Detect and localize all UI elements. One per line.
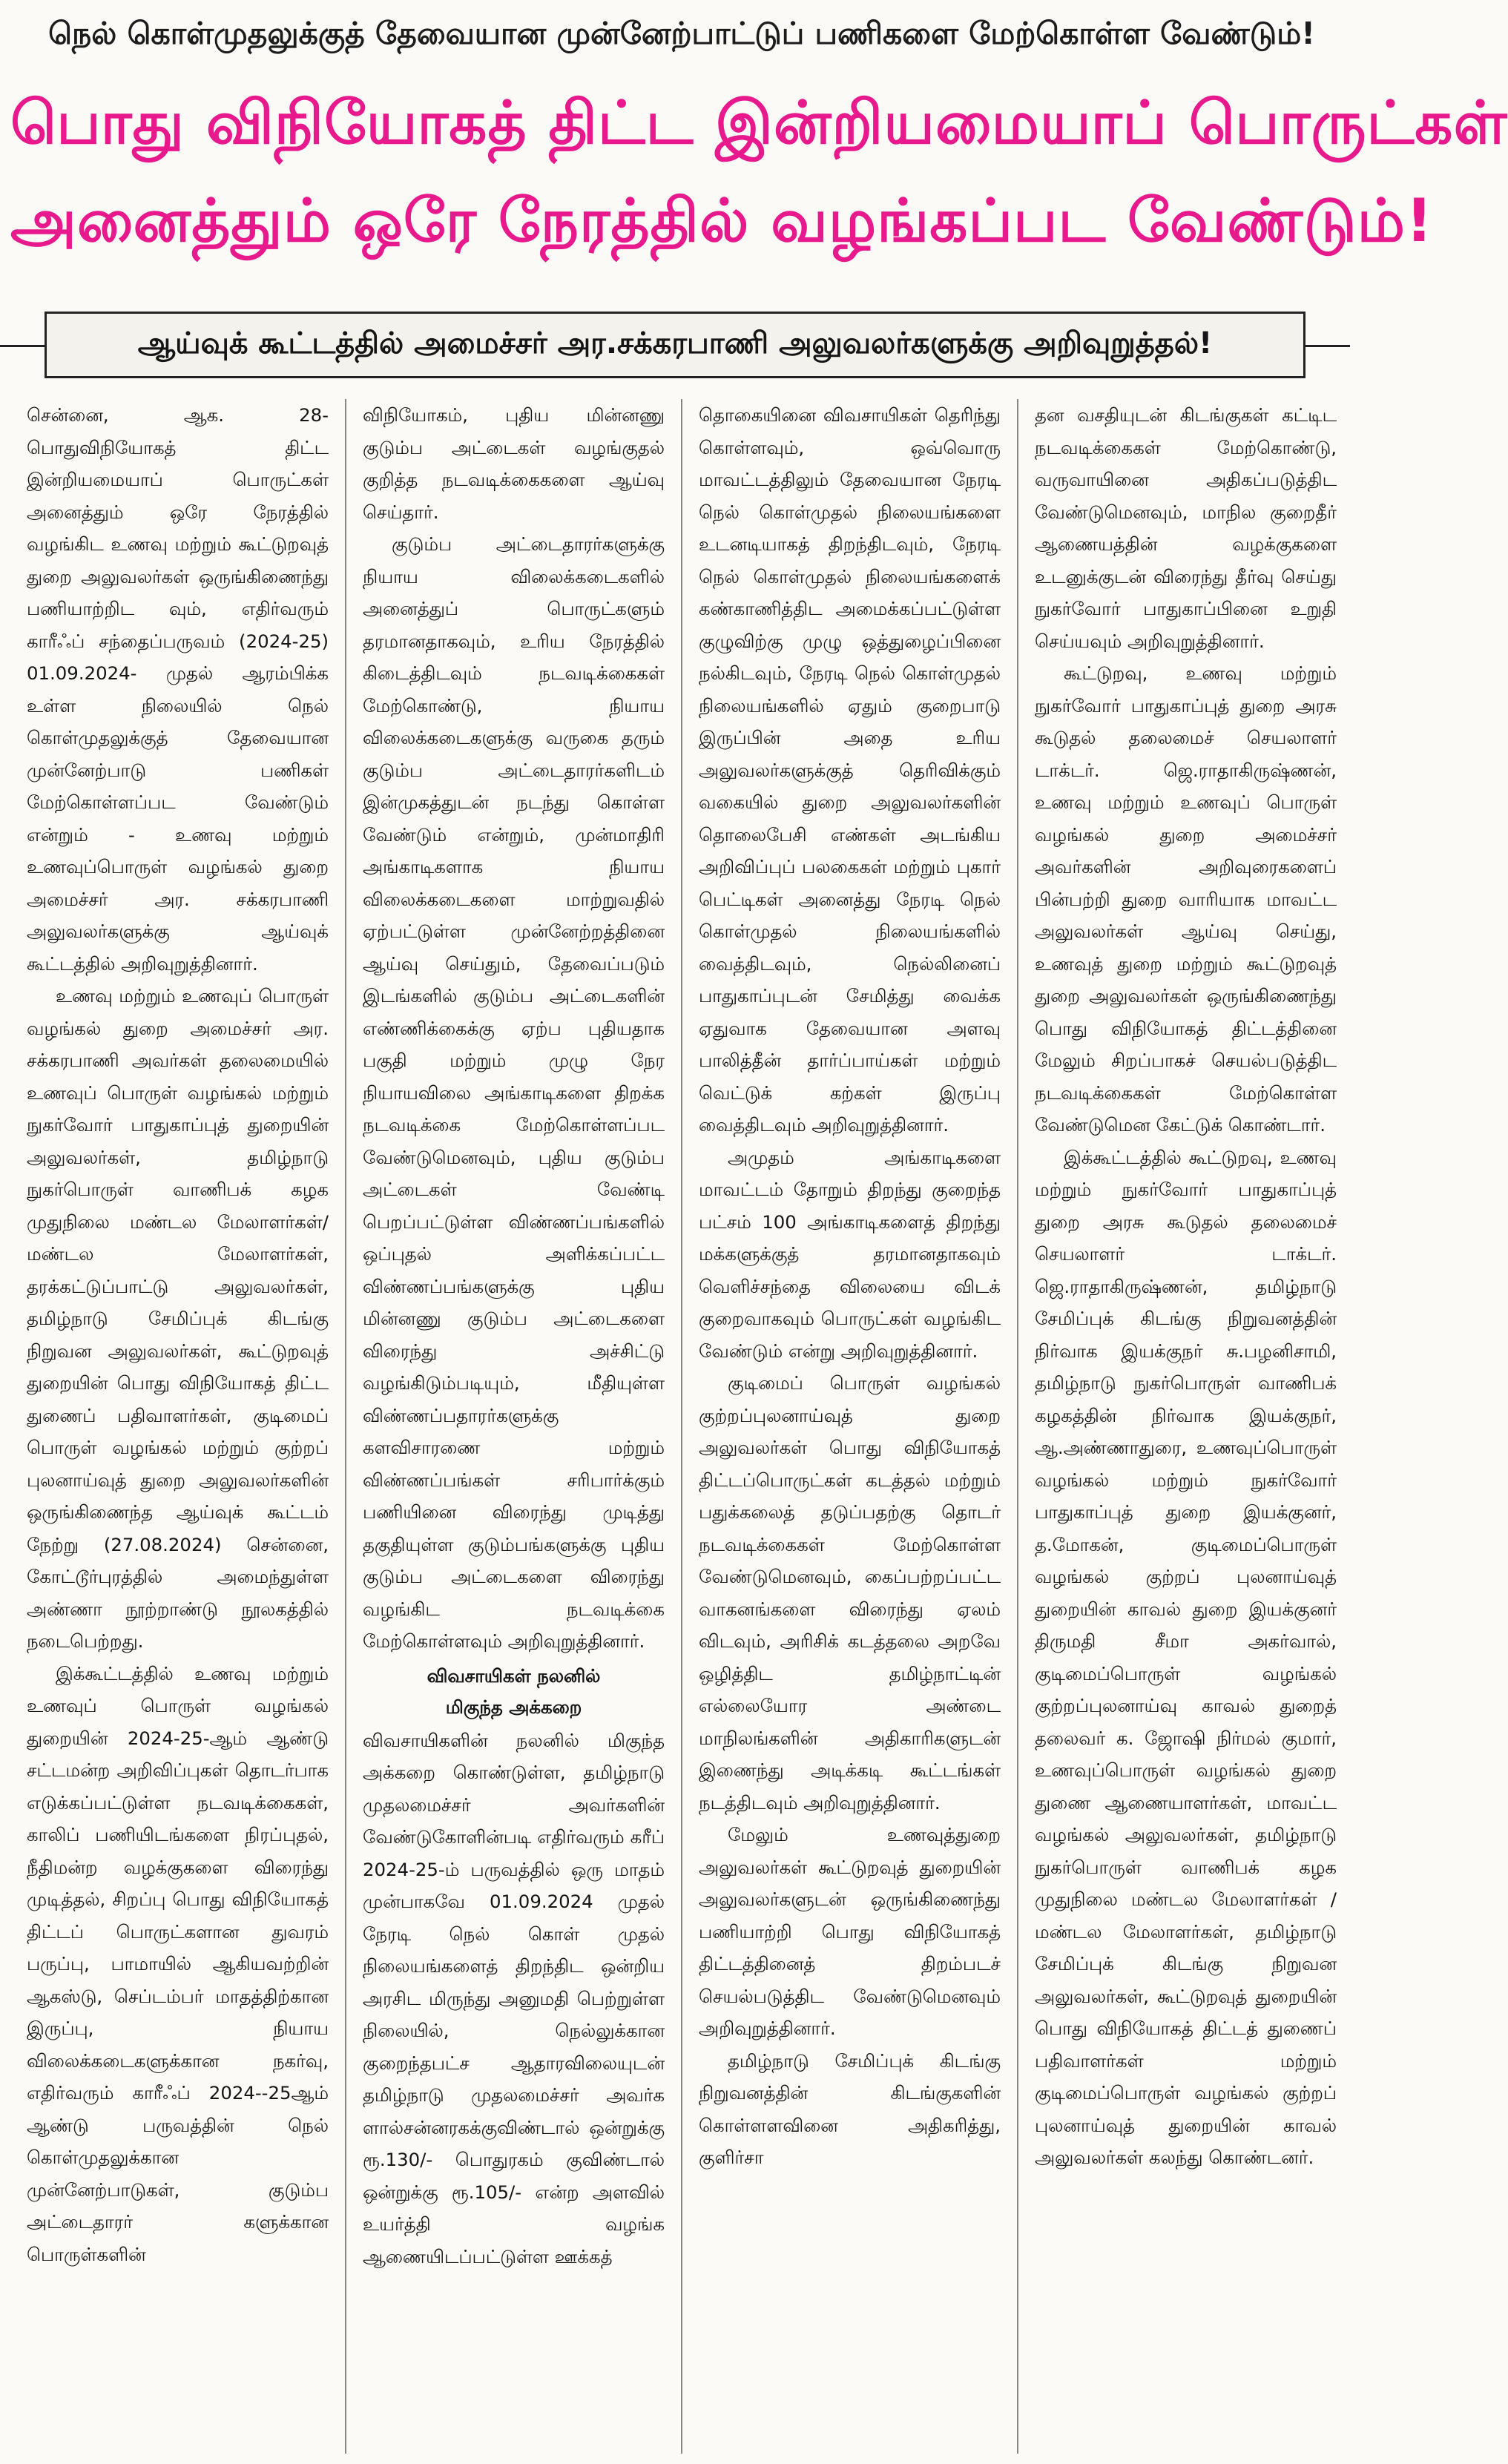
paragraph: விநியோகம், புதிய மின்னணு குடும்ப அட்டைகள் வழங்குதல் குறித்த நடவடிக்கைகளை ஆய்வு செய்தார்.	[363, 404, 665, 523]
main-headline	[10, 76, 1508, 271]
column-3	[681, 399, 1017, 2454]
column-2	[345, 399, 681, 2454]
paragraph: குடும்ப அட்டைதாரர்களுக்கு நியாய விலைக்கடைகளில் அனைத்துப் பொருட்களும் தரமானதாகவும், உரிய நேரத்தில் கிடைத்திடவும் நடவடிக்கைகள் மேற்கொண்டு, நியாய விலைக்கடைகளுக்கு வருகை தரும் குடும்ப அட்டைதாரர்களிடம் இன்முகத்துடன் நடந்து கொள்ள வேண்டும் என்றும், முன்மாதிரி அங்காடிகளாக நியாய விலைக்கடைகளை மாற்றுவதில் ஏற்பட்டுள்ள முன்னேற்றத்தினை ஆய்வு செய்தும், தேவைப்படும் இடங்களில் குடும்ப அட்டைகளின் எண்ணிக்கைக்கு ஏற்ப புதியதாக பகுதி மற்றும் முழு நேர நியாயவிலை அங்காடிகளை திறக்க நடவடிக்கை மேற்கொள்ளப்பட வேண்டுமெனவும், புதிய குடும்ப அட்டைகள் வேண்டி பெறப்பட்டுள்ள விண்ணப்பங்களில் ஒப்புதல் அளிக்கப்பட்ட விண்ணப்பங்களுக்கு புதிய மின்னணு குடும்ப அட்டைகளை விரைந்து அச்சிட்டு வழங்கிடும்படியும், மீதியுள்ள விண்ணப்பதாரர்களுக்கு களவிசாரணை மற்றும் விண்ணப்பங்கள் சரிபார்க்கும் பணியினை விரைந்து முடித்து தகுதியுள்ள குடும்பங்களுக்கு புதிய குடும்ப அட்டைகளை விரைந்து வழங்கிட நடவடிக்கை மேற்கொள்ளவும் அறிவுறுத்தினார்.	[363, 533, 665, 1652]
paragraph: கூட்டுறவு, உணவு மற்றும் நுகர்வோர் பாதுகாப்புத் துறை அரசு கூடுதல் தலைமைச் செயலாளர் டாக்டர். ஜெ.ராதாகிருஷ்ணன், உணவு மற்றும் உணவுப் பொருள் வழங்கல் துறை அமைச்சர் அவர்களின் அறிவுரைகளைப் பின்பற்றி துறை வாரியாக மாவட்ட அலுவலர்கள் ஆய்வு செய்து, உணவுத் துறை மற்றும் கூட்டுறவுத் துறை அலுவலர்கள் ஒருங்கிணைந்து பொது விநியோகத் திட்டத்தினை மேலும் சிறப்பாகச் செயல்படுத்திட நடவடிக்கைகள் மேற்கொள்ள வேண்டுமென கேட்டுக் கொண்டார்.	[1035, 662, 1337, 1136]
paragraph: இக்கூட்டத்தில் கூட்டுறவு, உணவு மற்றும் நுகர்வோர் பாதுகாப்புத் துறை அரசு கூடுதல் தலைமைச் செயலாளர் டாக்டர். ஜெ.ராதாகிருஷ்ணன், தமிழ்நாடு சேமிப்புக் கிடங்கு நிறுவனத்தின் நிர்வாக இயக்குநர் சு.பழனிசாமி, தமிழ்நாடு நுகர்பொருள் வாணிபக் கழகத்தின் நிர்வாக இயக்குநர், ஆ.அண்ணாதுரை, உணவுப்பொருள் வழங்கல் மற்றும் நுகர்வோர் பாதுகாப்புத் துறை இயக்குனர், த.மோகன், குடிமைப்பொருள் வழங்கல் குற்றப் புலனாய்வுத் துறையின் காவல் துறை இயக்குனர் திருமதி சீமா அகர்வால், குடிமைப்பொருள் வழங்கல் குற்றப்புலனாய்வு காவல் துறைத் தலைவர் க. ஜோஷி நிர்மல் குமார், உணவுப்பொருள் வழங்கல் துறை துணை ஆணையாளர்கள், மாவட்ட வழங்கல் அலுவலர்கள், தமிழ்நாடு நுகர்பொருள் வாணிபக் கழக முதுநிலை மண்டல மேலாளர்கள் / மண்டல மேலாளர்கள், தமிழ்நாடு சேமிப்புக் கிடங்கு நிறுவன அலுவலர்கள், கூட்டுறவுத் துறையின் பொது விநியோகத் திட்டத் துணைப் பதிவாளர்கள் மற்றும் குடிமைப்பொருள் வழங்கல் குற்றப் புலனாய்வுத் துறையின் காவல் அலுவலர்கள் கலந்து கொண்டனர்.	[1035, 1146, 1337, 2168]
paragraph: தன வசதியுடன் கிடங்குகள் கட்டிட நடவடிக்கைகள் மேற்கொண்டு, வருவாயினை அதிகப்படுத்திட வேண்டுமெனவும், மாநில குறைதீர் ஆணையத்தின் வழக்குகளை உடனுக்குடன் விரைந்து தீர்வு செய்து நுகர்வோர் பாதுகாப்பினை உறுதி செய்யவும் அறிவுறுத்தினார்.	[1035, 404, 1337, 652]
kicker-headline: நெல் கொள்முதலுக்குத் தேவையான முன்னேற்பாட்டுப் பணிகளை மேற்கொள்ள வேண்டும்!	[48, 16, 1315, 51]
headline-line-1: பொது விநியோகத் திட்ட இன்றியமையாப் பொருட்கள்	[10, 88, 1508, 157]
paragraph: அமுதம் அங்காடிகளை மாவட்டம் தோறும் திறந்து குறைந்த பட்சம் 100 அங்காடிகளைத் திறந்து மக்களுக்குத் தரமானதாகவும் வெளிச்சந்தை விலையை விடக் குறைவாகவும் பொருட்கள் வழங்கிட வேண்டும் என்று அறிவுறுத்தினார்.	[699, 1146, 1001, 1362]
subtitle-line-1: விவசாயிகள் நலனில்	[427, 1664, 601, 1687]
paragraph: தொகையினை விவசாயிகள் தெரிந்து கொள்ளவும், ஒவ்வொரு மாவட்டத்திலும் தேவையான நேரடி நெல் கொள்முதல் நிலையங்களை உடனடியாகத் திறந்திடவும், நேரடி நெல் கொள்முதல் நிலையங்களைக் கண்காணித்திட அமைக்கப்பட்டுள்ள குழுவிற்கு முழு ஒத்துழைப்பினை நல்கிடவும், நேரடி நெல் கொள்முதல் நிலையங்களில் ஏதும் குறைபாடு இருப்பின் அதை உரிய அலுவலர்களுக்குத் தெரிவிக்கும் வகையில் துறை அலுவலர்களின் தொலைபேசி எண்கள் அடங்கிய அறிவிப்புப் பலகைகள் மற்றும் புகார் பெட்டிகள் அனைத்து நேரடி நெல் கொள்முதல் நிலையங்களில் வைத்திடவும், நெல்லினைப் பாதுகாப்புடன் சேமித்து வைக்க ஏதுவாக தேவையான அளவு பாலித்தீன் தார்ப்பாய்கள் மற்றும் வெட்டுக் கற்கள் இருப்பு வைத்திடவும் அறிவுறுத்தினார்.	[699, 404, 1001, 1136]
column-4	[1017, 399, 1353, 2454]
subheadline-box: ஆய்வுக் கூட்டத்தில் அமைச்சர் அர.சக்கரபாணி அலுவலர்களுக்கு அறிவுறுத்தல்!	[45, 312, 1305, 378]
paragraph: விவசாயிகளின் நலனில் மிகுந்த அக்கறை கொண்டுள்ள, தமிழ்நாடு முதலமைச்சர் அவர்களின் வேண்டுகோளின்படி எதிர்வரும் கரீப் 2024-25-ம் பருவத்தில் ஒரு மாதம் முன்பாகவே 01.09.2024 முதல் நேரடி நெல் கொள் முதல் நிலையங்களைத் திறந்திட ஒன்றிய அரசிட மிருந்து அனுமதி பெற்றுள்ள நிலையில், நெல்லுக்கான குறைந்தபட்ச ஆதாரவிலையுடன் தமிழ்நாடு முதலமைச்சர் அவர்க ளால்சன்னரகக்குவிண்டால் ஒன்றுக்கு ரூ.130/- பொதுரகம் குவிண்டால் ஒன்றுக்கு ரூ.105/- என்ற அளவில் உயர்த்தி வழங்க ஆணையிடப்பட்டுள்ள ஊக்கத்	[363, 1729, 665, 2267]
column-1	[10, 399, 345, 2454]
headline-line-2: அனைத்தும் ஒரே நேரத்தில் வழங்கப்பட வேண்டும்!	[10, 186, 1434, 255]
paragraph: உணவு மற்றும் உணவுப் பொருள் வழங்கல் துறை அமைச்சர் அர. சக்கரபாணி அவர்கள் தலைமையில் உணவுப் பொருள் வழங்கல் மற்றும் நுகர்வோர் பாதுகாப்புத் துறையின் அலுவலர்கள், தமிழ்நாடு நுகர்பொருள் வாணிபக் கழக முதுநிலை மண்டல மேலாளர்கள்/ மண்டல மேலாளர்கள், தரக்கட்டுப்பாட்டு அலுவலர்கள், தமிழ்நாடு சேமிப்புக் கிடங்கு நிறுவன அலுவலர்கள், கூட்டுறவுத் துறையின் பொது விநியோகத் திட்ட துணைப் பதிவாளர்கள், குடிமைப் பொருள் வழங்கல் மற்றும் குற்றப் புலனாய்வுத் துறை அலுவலர்களின் ஒருங்கிணைந்த ஆய்வுக் கூட்டம் நேற்று (27.08.2024) சென்னை, கோட்டூர்புரத்தில் அமைந்துள்ள அண்ணா நூற்றாண்டு நூலகத்தில் நடைபெற்றது.	[27, 985, 329, 1652]
paragraph: இக்கூட்டத்தில் உணவு மற்றும் உணவுப் பொருள் வழங்கல் துறையின் 2024-25-ஆம் ஆண்டு சட்டமன்ற அறிவிப்புகள் தொடர்பாக எடுக்கப்பட்டுள்ள நடவடிக்கைகள், காலிப் பணியிடங்களை நிரப்புதல், நீதிமன்ற வழக்குகளை விரைந்து முடித்தல், சிறப்பு பொது விநியோகத் திட்டப் பொருட்களான துவரம் பருப்பு, பாமாயில் ஆகியவற்றின் ஆகஸ்டு, செப்டம்பர் மாதத்திற்கான இருப்பு, நியாய விலைக்கடைகளுக்கான நகர்வு, எதிர்வரும் காரீஃப் 2024--25ஆம் ஆண்டு பருவத்தின் நெல் கொள்முதலுக்கான முன்னேற்பாடுகள், குடும்ப அட்டைதாரர் களுக்கான பொருள்களின்	[27, 1662, 329, 2265]
article-body	[10, 399, 1353, 2454]
section-subtitle	[363, 1661, 665, 1723]
paragraph: மேலும் உணவுத்துறை அலுவலர்கள் கூட்டுறவுத் துறையின் அலுவலர்களுடன் ஒருங்கிணைந்து பணியாற்றி பொது விநியோகத் திட்டத்தினைத் திறம்படச் செயல்படுத்திட வேண்டுமெனவும் அறிவுறுத்தினார்.	[699, 1824, 1001, 2039]
subtitle-line-2: மிகுந்த அக்கறை	[445, 1696, 582, 1718]
paragraph: குடிமைப் பொருள் வழங்கல் குற்றப்புலனாய்வுத் துறை அலுவலர்கள் பொது விநியோகத் திட்டப்பொருட்கள் கடத்தல் மற்றும் பதுக்கலைத் தடுப்பதற்கு தொடர் நடவடிக்கைகள் மேற்கொள்ள வேண்டுமெனவும், கைப்பற்றப்பட்ட வாகனங்களை விரைந்து ஏலம் விடவும், அரிசிக் கடத்தலை அறவே ஒழித்திட தமிழ்நாட்டின் எல்லையோர அண்டை மாநிலங்களின் அதிகாரிகளுடன் இணைந்து அடிக்கடி கூட்டங்கள் நடத்திடவும் அறிவுறுத்தினார்.	[699, 1372, 1001, 1814]
paragraph: தமிழ்நாடு சேமிப்புக் கிடங்கு நிறுவனத்தின் கிடங்குகளின் கொள்ளளவினை அதிகரித்து, குளிர்சா	[699, 2049, 1001, 2168]
paragraph: சென்னை, ஆக. 28- பொதுவிநியோகத் திட்ட இன்றியமையாப் பொருட்கள் அனைத்தும் ஒரே நேரத்தில் வழங்கிட உணவு மற்றும் கூட்டுறவுத் துறை அலுவலர்கள் ஒருங்கிணைந்து பணியாற்றிட வும், எதிர்வரும் காரீஃப் சந்தைப்பருவம் (2024-25) 01.09.2024- முதல் ஆரம்பிக்க உள்ள நிலையில் நெல் கொள்முதலுக்குத் தேவையான முன்னேற்பாடு பணிகள் மேற்கொள்ளப்பட வேண்டும் என்றும் - உணவு மற்றும் உணவுப்பொருள் வழங்கல் துறை அமைச்சர் அர. சக்கரபாணி அலுவலர்களுக்கு ஆய்வுக் கூட்டத்தில் அறிவுறுத்தினார்.	[27, 404, 329, 975]
